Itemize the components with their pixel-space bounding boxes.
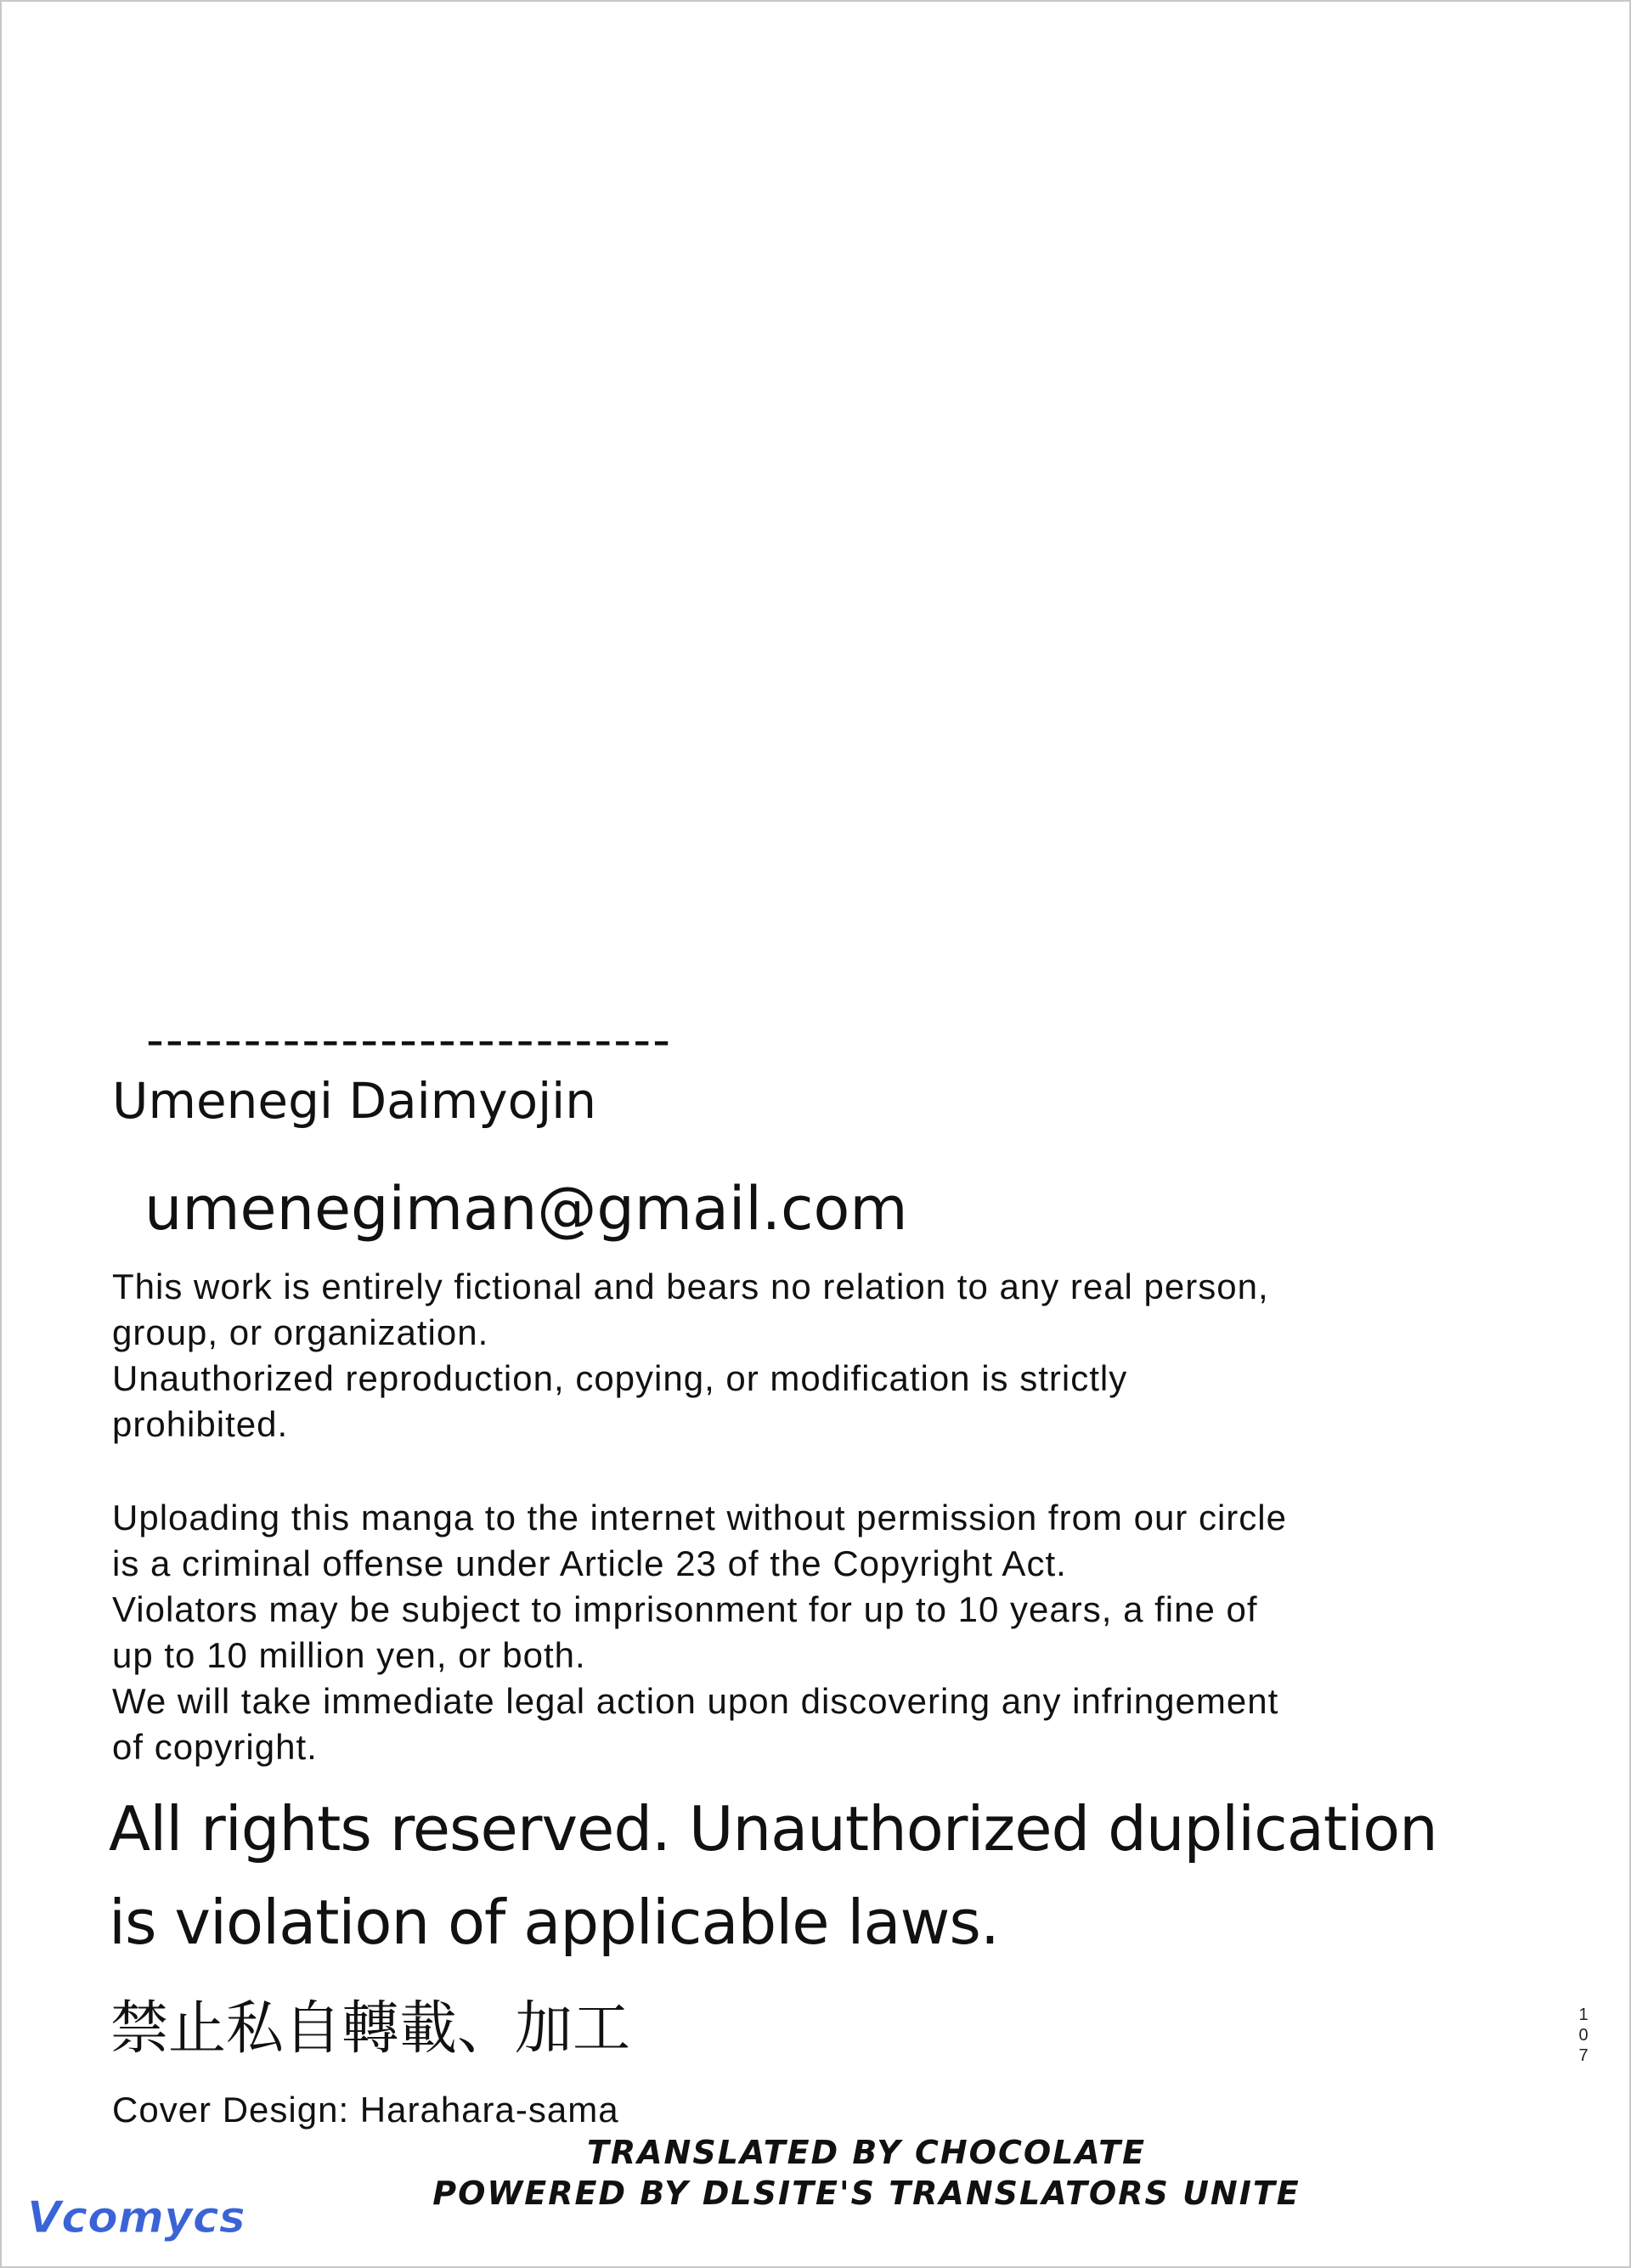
notice-line: prohibited. bbox=[112, 1404, 289, 1444]
translator-credit: TRANSLATED BY CHOCOLATE bbox=[586, 2134, 1147, 2171]
page-number: 107 bbox=[1578, 2006, 1589, 2065]
powered-by-credit: POWERED BY DLSITE'S TRANSLATORS UNITE bbox=[432, 2175, 1301, 2212]
rights-line-2: is violation of applicable laws. bbox=[109, 1887, 999, 1958]
notice-line: up to 10 million yen, or both. bbox=[112, 1635, 586, 1675]
vcomycs-logo bbox=[25, 2188, 245, 2248]
author-email: umenegiman@gmail.com bbox=[144, 1174, 908, 1244]
notice-line: of copyright. bbox=[112, 1727, 318, 1767]
notice-line: This work is entirely fictional and bears no relation to any real person, bbox=[112, 1267, 1269, 1306]
divider-line: --------------------------- bbox=[146, 1011, 673, 1069]
cover-design-credit: Cover Design: Harahara-sama bbox=[112, 2090, 619, 2130]
notice-line: group, or organization. bbox=[112, 1312, 489, 1352]
legal-notice-1 bbox=[112, 1264, 1269, 1447]
author-name: Umenegi Daimyojin bbox=[112, 1072, 597, 1130]
notice-line: is a criminal offense under Article 23 of the Copyright Act. bbox=[112, 1543, 1067, 1583]
notice-line: Uploading this manga to the internet without permission from our circle bbox=[112, 1498, 1287, 1537]
japanese-notice: 禁止私自轉載、加工 bbox=[110, 1995, 631, 2062]
svg-text:Vcomycs: Vcomycs bbox=[27, 2192, 245, 2243]
notice-line: Unauthorized reproduction, copying, or modification is strictly bbox=[112, 1358, 1128, 1398]
legal-notice-2 bbox=[112, 1495, 1287, 1770]
notice-line: Violators may be subject to imprisonment for up to 10 years, a fine of bbox=[112, 1589, 1258, 1629]
rights-line-1: All rights reserved. Unauthorized duplication bbox=[109, 1793, 1437, 1865]
notice-line: We will take immediate legal action upon discovering any infringement bbox=[112, 1681, 1279, 1721]
